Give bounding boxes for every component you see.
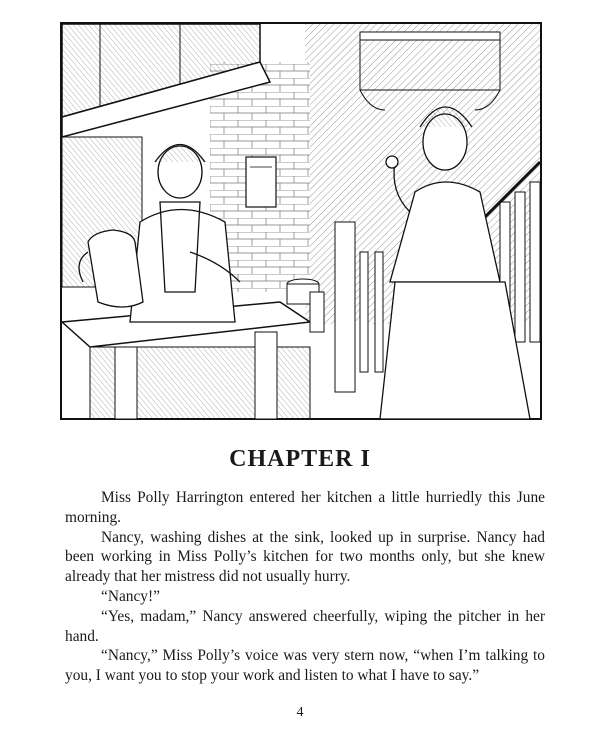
chapter-title: CHAPTER I bbox=[229, 446, 371, 472]
page-number: 4 bbox=[296, 705, 304, 720]
paragraph: “Nancy!” bbox=[101, 587, 160, 605]
paragraph: “Nancy,” Miss Polly’s voice was very stern now, “when I’m talking to you, I want you to stop your work and listen to what I have to say.” bbox=[65, 647, 545, 685]
paragraph: “Yes, madam,” Nancy answered cheerfully, wiping the pitcher in her hand. bbox=[65, 607, 545, 645]
wall-calendar bbox=[246, 157, 276, 207]
paragraph: Nancy, washing dishes at the sink, looked up in surprise. Nancy had been working in Miss Polly’s kitchen for two months only, but she knew already that her mistress did not usually hurry. bbox=[65, 528, 545, 586]
kitchen-scene-illustration bbox=[60, 22, 542, 420]
paragraph: Miss Polly Harrington entered her kitchen a little hurriedly this June morning. bbox=[65, 489, 545, 526]
chapter-text bbox=[65, 488, 545, 686]
